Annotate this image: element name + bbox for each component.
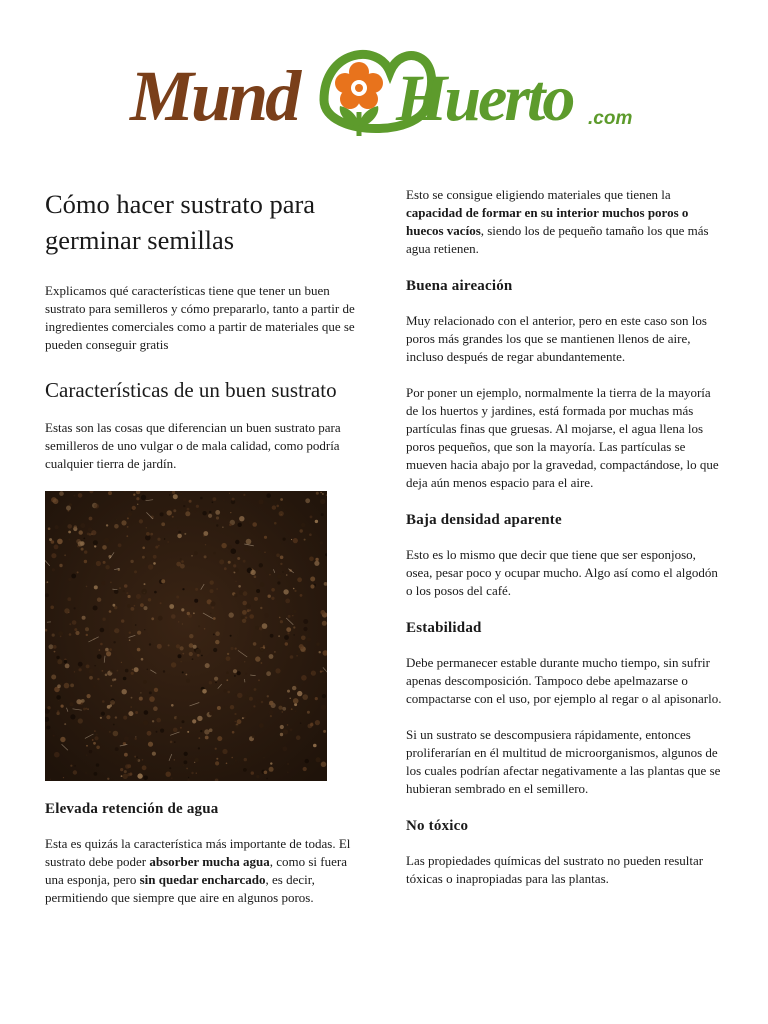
article-title: Cómo hacer sustrato para germinar semillas [45, 189, 316, 255]
aeration-heading: Buena aireación [406, 278, 513, 294]
section-intro: Estas son las cosas que diferencian un buen sustrato para semilleros de uno vulgar o de mala calidad, como podría cualquier tierra de jardín. [45, 420, 341, 471]
logo-text-mund: Mund [130, 56, 299, 136]
logo-text-com: .com [588, 108, 633, 129]
density-paragraph: Esto es lo mismo que decir que tiene que ser esponjoso, osea, pesar poco y ocupar mucho. Algo así como el algodón o los posos del café. [406, 547, 718, 598]
aeration-paragraph-2: Por poner un ejemplo, normalmente la tierra de la mayoría de los huertos y jardines, está formada por muchas más partículas finas que gruesas. Al mojarse, el agua llena los poros pequeños, que son la mayoría. Las partículas se mueven hacia abajo por la gravedad, compactándose, lo que deja aún menos espacio para el aire. [406, 385, 719, 490]
article-intro: Explicamos qué características tiene que tener un buen sustrato para semilleros y cómo prepararlo, tanto a partir de ingredientes comerciales como a partir de materiales que se pueden conseguir gratis [45, 283, 355, 352]
stability-heading: Estabilidad [406, 620, 482, 636]
left-column [45, 186, 361, 925]
water-paragraph: Esta es quizás la característica más importante de todas. El sustrato debe poder absorber mucha agua, como si fuera una esponja, pero sin quedar encharcado, es decir, permitiendo que siempre que aire en algunos poros. [45, 836, 351, 905]
water-heading: Elevada retención de agua [45, 801, 219, 817]
logo-text-huerto: Huerto [396, 62, 573, 135]
stability-paragraph-1: Debe permanecer estable durante mucho tiempo, sin sufrir apenas descomposición. Tampoco debe apelmazarse o compactarse con el uso, por ejemplo al regar o al apisonarlo. [406, 655, 722, 706]
density-heading: Baja densidad aparente [406, 512, 562, 528]
section-title: Características de un buen sustrato [45, 378, 337, 402]
right-column [406, 186, 724, 906]
mundohuerto-logo[interactable] [128, 38, 644, 148]
soil-image [45, 491, 327, 781]
pores-paragraph: Esto se consigue eligiendo materiales que tienen la capacidad de formar en su interior muchos poros o huecos vacíos, siendo los de pequeño tamaño los que más agua retienen. [406, 187, 709, 256]
toxic-heading: No tóxico [406, 818, 469, 834]
toxic-paragraph: Las propiedades químicas del sustrato no pueden resultar tóxicas o inapropiadas para las plantas. [406, 853, 704, 886]
aeration-paragraph-1: Muy relacionado con el anterior, pero en este caso son los poros más grandes los que se mantienen llenos de aire, incluso después de regar abundantemente. [406, 313, 707, 364]
stability-paragraph-2: Si un sustrato se descompusiera rápidamente, entonces proliferarían en él multitud de microorganismos, algunos de los cuales podrían afectar negativamente a las plantas que se hubieran sembrado en el semillero. [406, 727, 721, 796]
